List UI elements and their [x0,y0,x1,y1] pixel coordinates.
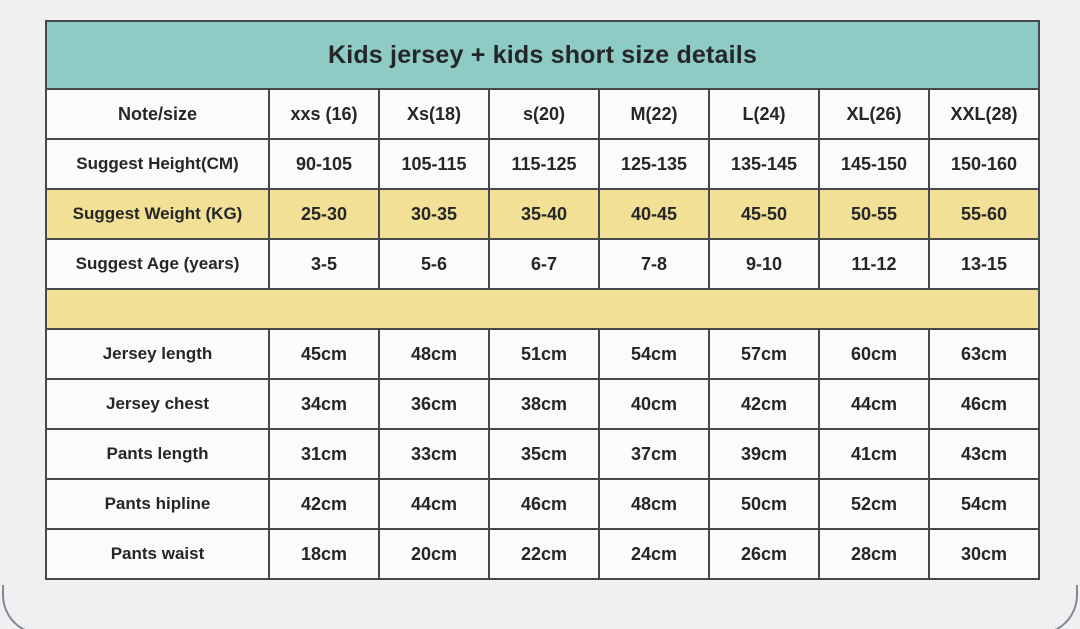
value-cell: 13-15 [929,239,1039,289]
row-label-cell: Suggest Age (years) [46,239,269,289]
page-title: Kids jersey + kids short size details [46,21,1039,89]
row-label-cell: Pants length [46,429,269,479]
row-label-cell: Suggest Height(CM) [46,139,269,189]
value-cell: 34cm [269,379,379,429]
value-cell: 18cm [269,529,379,579]
value-cell: 43cm [929,429,1039,479]
row-label-cell: Pants hipline [46,479,269,529]
value-cell: 36cm [379,379,489,429]
value-cell: 44cm [379,479,489,529]
value-cell: 52cm [819,479,929,529]
table-row [46,429,1039,479]
size-column-header: Xs(18) [379,89,489,139]
value-cell: 5-6 [379,239,489,289]
spacer-cell [46,289,1039,329]
row-label-cell: Suggest Weight (KG) [46,189,269,239]
value-cell: 9-10 [709,239,819,289]
value-cell: 33cm [379,429,489,479]
value-cell: 46cm [489,479,599,529]
value-cell: 30-35 [379,189,489,239]
table-row [46,479,1039,529]
row-label-cell: Jersey chest [46,379,269,429]
value-cell: 63cm [929,329,1039,379]
value-cell: 40cm [599,379,709,429]
column-header-row [46,89,1039,139]
size-column-header: XL(26) [819,89,929,139]
value-cell: 125-135 [599,139,709,189]
value-cell: 48cm [379,329,489,379]
table-row [46,139,1039,189]
table-row [46,189,1039,239]
value-cell: 44cm [819,379,929,429]
rounded-corner-mark-bottom-left [2,585,46,629]
value-cell: 38cm [489,379,599,429]
value-cell: 45cm [269,329,379,379]
value-cell: 41cm [819,429,929,479]
value-cell: 150-160 [929,139,1039,189]
value-cell: 30cm [929,529,1039,579]
size-column-header: XXL(28) [929,89,1039,139]
value-cell: 55-60 [929,189,1039,239]
value-cell: 31cm [269,429,379,479]
value-cell: 54cm [599,329,709,379]
value-cell: 135-145 [709,139,819,189]
value-cell: 6-7 [489,239,599,289]
table-row [46,239,1039,289]
spacer-row [46,289,1039,329]
value-cell: 115-125 [489,139,599,189]
row-label-cell: Jersey length [46,329,269,379]
corner-header-cell: Note/size [46,89,269,139]
value-cell: 3-5 [269,239,379,289]
table-title-row [46,21,1039,89]
value-cell: 26cm [709,529,819,579]
value-cell: 42cm [269,479,379,529]
table-row [46,329,1039,379]
value-cell: 90-105 [269,139,379,189]
value-cell: 22cm [489,529,599,579]
value-cell: 25-30 [269,189,379,239]
value-cell: 105-115 [379,139,489,189]
size-column-header: M(22) [599,89,709,139]
value-cell: 54cm [929,479,1039,529]
value-cell: 40-45 [599,189,709,239]
value-cell: 51cm [489,329,599,379]
table-row [46,379,1039,429]
value-cell: 11-12 [819,239,929,289]
value-cell: 45-50 [709,189,819,239]
value-cell: 57cm [709,329,819,379]
size-column-header: s(20) [489,89,599,139]
row-label-cell: Pants waist [46,529,269,579]
value-cell: 60cm [819,329,929,379]
value-cell: 35-40 [489,189,599,239]
value-cell: 37cm [599,429,709,479]
size-chart-table [45,20,1040,580]
value-cell: 145-150 [819,139,929,189]
value-cell: 42cm [709,379,819,429]
rounded-corner-mark-bottom-right [1034,585,1078,629]
value-cell: 39cm [709,429,819,479]
size-column-header: L(24) [709,89,819,139]
value-cell: 28cm [819,529,929,579]
value-cell: 7-8 [599,239,709,289]
value-cell: 50-55 [819,189,929,239]
value-cell: 20cm [379,529,489,579]
value-cell: 48cm [599,479,709,529]
table-row [46,529,1039,579]
value-cell: 24cm [599,529,709,579]
size-column-header: xxs (16) [269,89,379,139]
value-cell: 50cm [709,479,819,529]
value-cell: 35cm [489,429,599,479]
value-cell: 46cm [929,379,1039,429]
